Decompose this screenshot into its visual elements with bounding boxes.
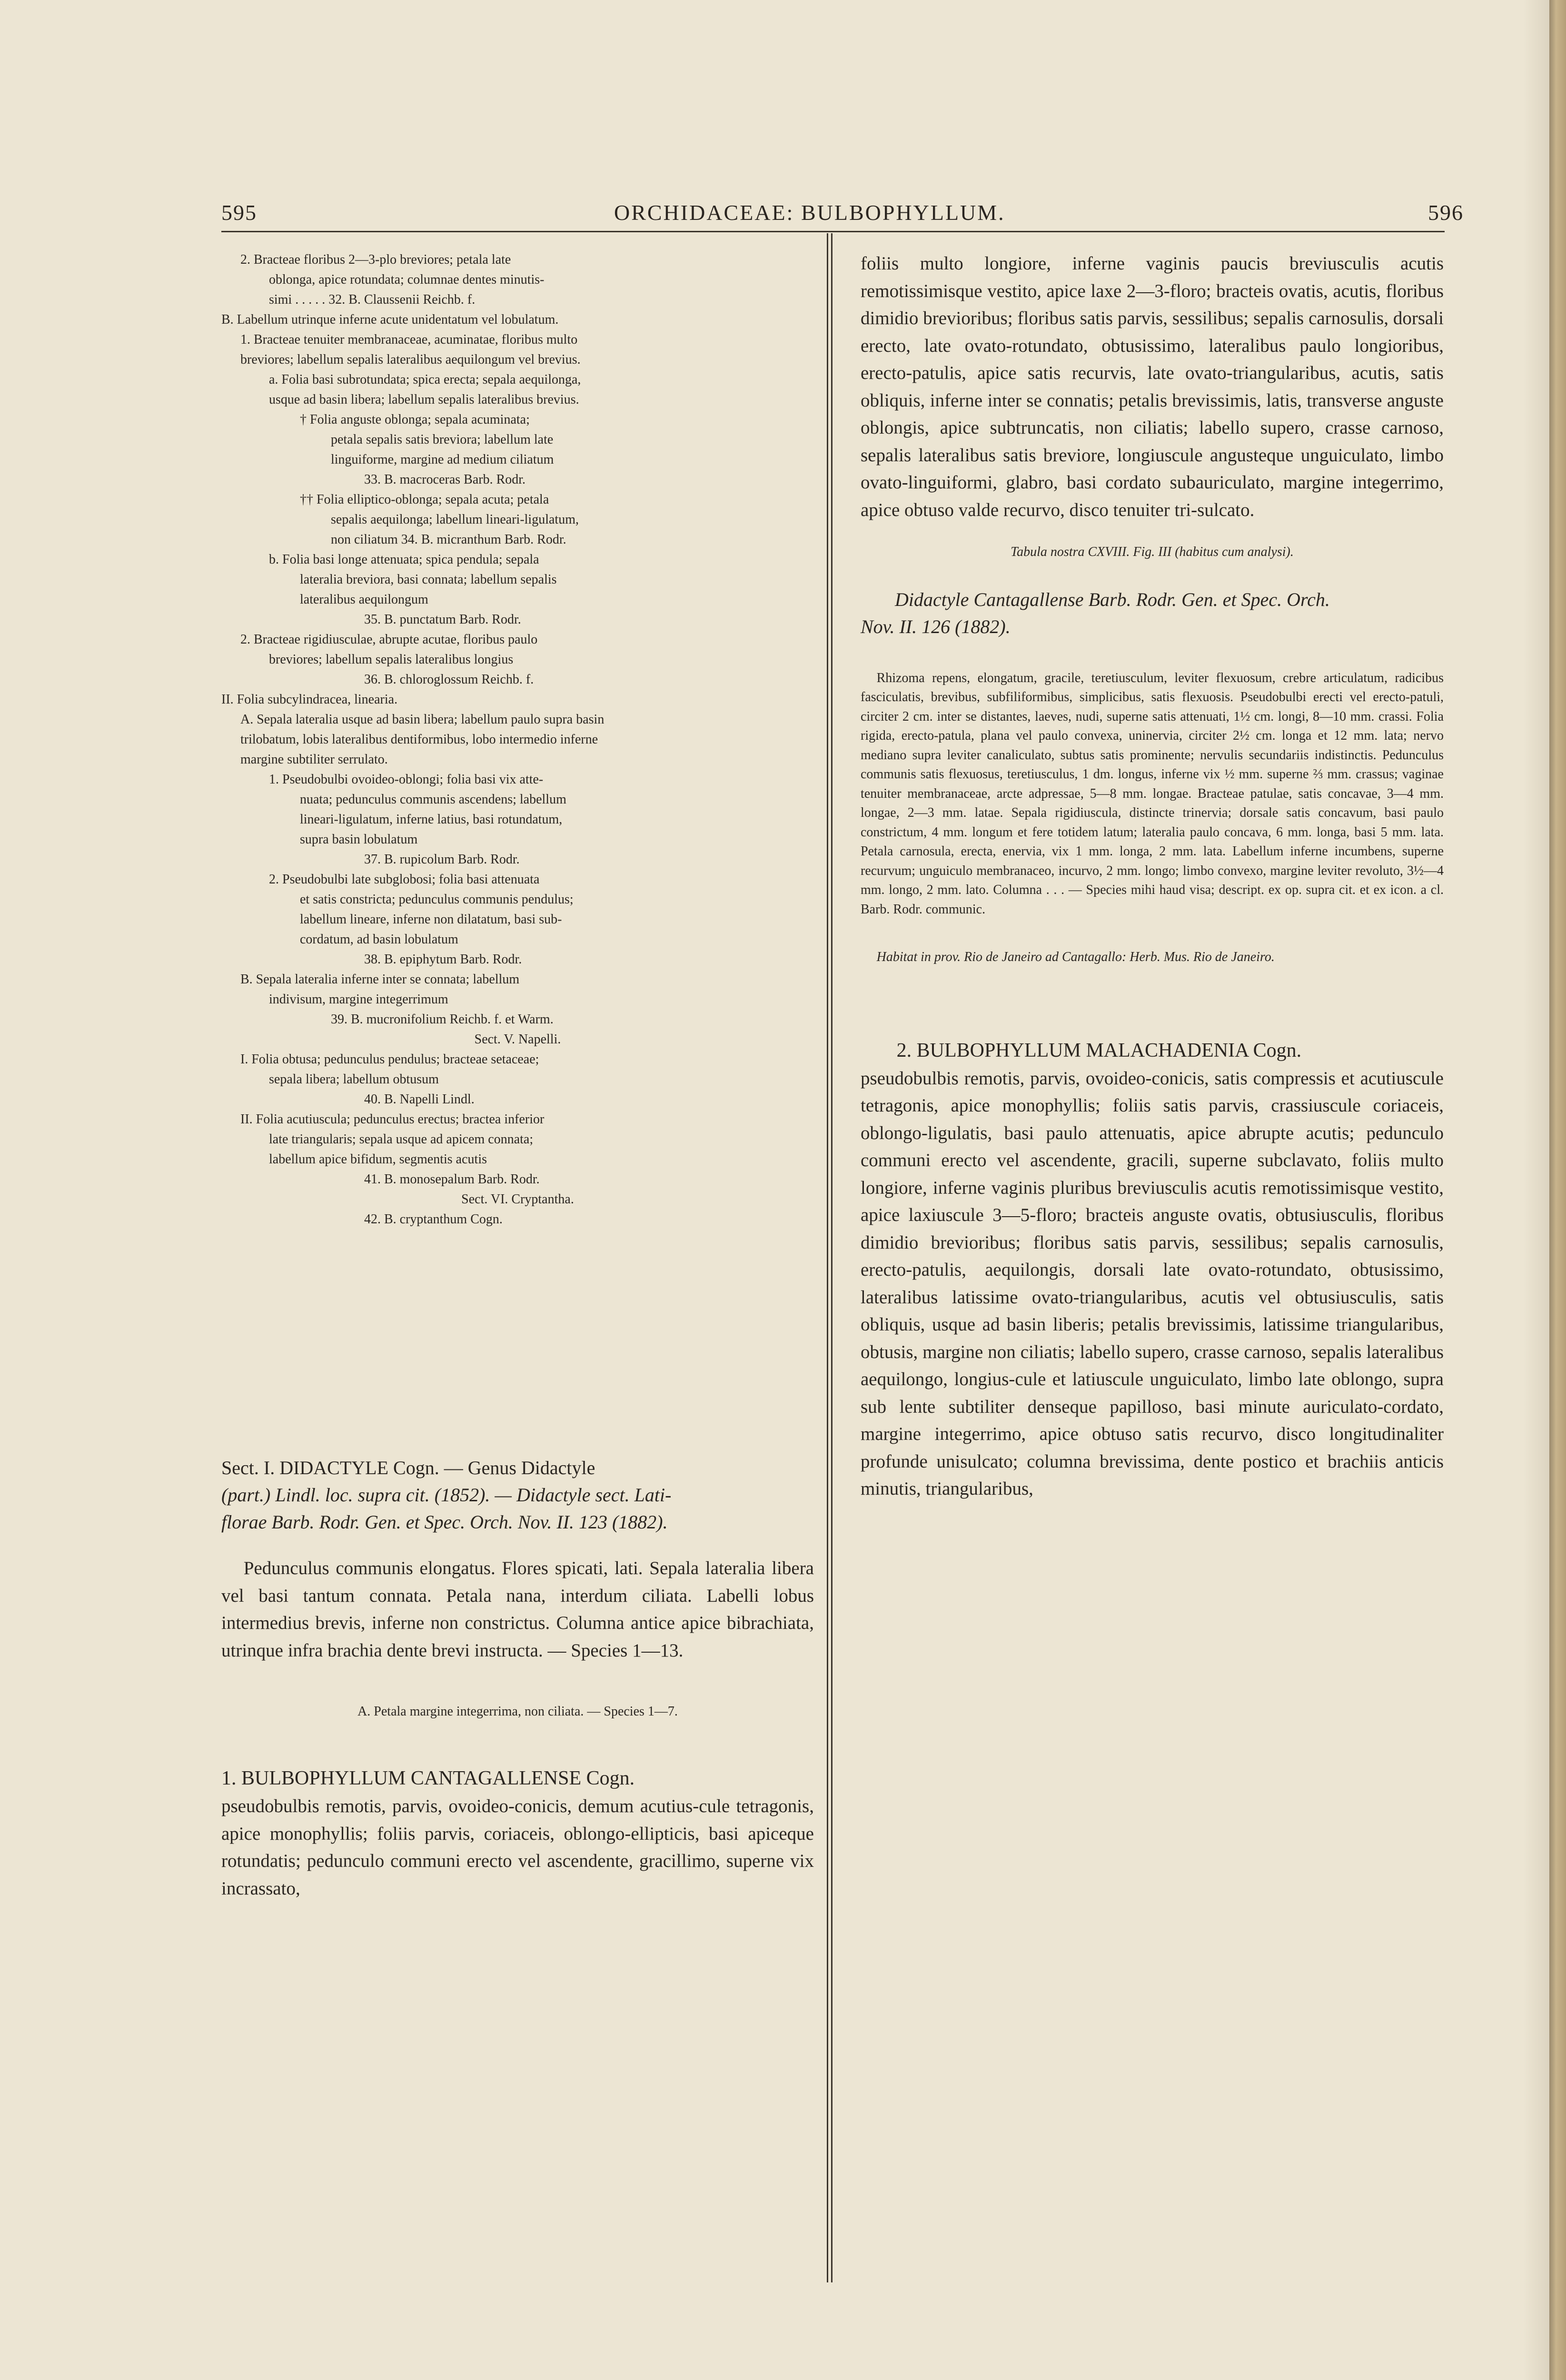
key-line: 37. B. rupicolum Barb. Rodr.: [364, 852, 520, 867]
synonym-line: Didactyle Cantagallense Barb. Rodr. Gen. et Spec. Orch.: [895, 588, 1330, 610]
key-line: I. Folia obtusa; pedunculus pendulus; bracteae setaceae;: [240, 1052, 539, 1067]
key-line: oblonga, apice rotundata; columnae dentes minutis-: [269, 272, 545, 287]
key-line: lateralibus aequilongum: [300, 592, 428, 607]
key-line: late triangularis; sepala usque ad apicem connata;: [269, 1132, 534, 1147]
key-line: Sect. VI. Cryptantha.: [461, 1192, 574, 1207]
key-line: 2. Bracteae floribus 2—3-plo breviores; petala late: [240, 252, 511, 267]
habitat-text: Habitat in prov. Rio de Janeiro ad Cantagallo: Herb. Mus. Rio de Janeiro.: [876, 950, 1275, 964]
key-line: a. Folia basi subrotundata; spica erecta; sepala aequilonga,: [269, 372, 581, 387]
page-shadow: [1523, 0, 1549, 2380]
key-line: petala sepalis satis breviora; labellum late: [331, 432, 554, 447]
section-title-line: Sect. I. DIDACTYLE Cogn. — Genus Didactyle: [221, 1457, 595, 1478]
key-line: linguiforme, margine ad medium ciliatum: [331, 452, 554, 467]
key-line: 39. B. mucronifolium Reichb. f. et Warm.: [331, 1012, 554, 1027]
key-line: 1. Pseudobulbi ovoideo-oblongi; folia basi vix atte-: [269, 772, 544, 787]
key-line: supra basin lobulatum: [300, 832, 418, 847]
key-line: †† Folia elliptico-oblonga; sepala acuta; petala: [300, 492, 549, 507]
left-column: [221, 250, 814, 1902]
key-line: breviores; labellum sepalis lateralibus aequilongum vel brevius.: [240, 352, 581, 367]
species-description: pseudobulbis remotis, parvis, ovoideo-conicis, satis compressis et acutiuscule tetragonis, apice monophyllis; foliis satis parvis, crassiuscule coriaceis, oblongo-ligulatis, basi paulo attenuatis, apice abrupte acutis; pedunculo communi erecto vel ascendente, gracili, superne subclavato, foliis multo longiore, inferne vaginis pluribus breviusculis acutis remotissimisque vestito, apice laxiuscule 3—5-floro; bracteis anguste ovatis, obtusiusculis, floribus dimidio brevioribus; floribus satis parvis, sessilibus; sepalis carnosulis, erecto-patulis, aequilongis, dorsali late ovato-rotundato, obtusissimo, lateralibus latissime ovato-triangularibus, acutis vel obtusiusculis, satis obliquis, usque ad basin liberis; petalis brevissimis, latissime triangularibus, obtusis, margine non ciliatis; labello supero, crasse carnoso, sepalis lateralibus aequilongo, longius-cule et latiuscule unguiculato, limbo late oblongo, supra sub lente subtiliter denseque papilloso, basi minute auriculato-cordato, margine integerrimo, apice obtuso satis recurvo, disco longitudinaliter profunde unisulcato; columna brevissima, dente postico et brachiis anticis minutis, triangularibus,: [861, 1068, 1444, 1499]
running-title: ORCHIDACEAE: BULBOPHYLLUM.: [614, 200, 1005, 225]
continuation-text: foliis multo longiore, inferne vaginis paucis breviusculis acutis remotissimisque vestito, apice laxe 2—3-floro; bracteis ovatis, acutis, floribus dimidio brevioribus; floribus satis parvis, sessilibus; sepalis carnosulis, dorsali erecto, late ovato-rotundato, obtusissimo, lateralibus paulo longioribus, erecto-patulis, apice satis recurvis, late ovato-triangularibus, acutis, satis obliquis, inferne inter se connatis; petalis brevissimis, latis, transverse anguste oblongis, apice subtruncatis, non ciliatis; labello supero, crasse carnoso, sepalis lateralibus satis breviore, longiuscule angusteque unguiculato, limbo ovato-linguiformi, glabro, basi cordato subauriculato, margine integerrimo, apice obtuso valde recurvo, disco tenuiter tri-sulcato.: [861, 253, 1444, 520]
key-line: nuata; pedunculus communis ascendens; labellum: [300, 792, 566, 807]
key-line: breviores; labellum sepalis lateralibus longius: [269, 652, 514, 667]
species-title: 2. BULBOPHYLLUM MALACHADENIA Cogn.: [896, 1039, 1302, 1061]
synonym-line: Nov. II. 126 (1882).: [861, 615, 1011, 637]
section-didactyle: [221, 1454, 814, 1664]
key-line: 1. Bracteae tenuiter membranaceae, acuminatae, floribus multo: [240, 332, 578, 347]
key-line: II. Folia acutiuscula; pedunculus erectus; bractea inferior: [240, 1112, 545, 1127]
column-divider-2: [831, 233, 833, 2282]
header-rule: [221, 231, 1445, 232]
key-line: indivisum, margine integerrimum: [269, 992, 448, 1007]
left-page-number: 595: [221, 200, 257, 225]
section-title-line: florae Barb. Rodr. Gen. et Spec. Orch. Nov. II. 123 (1882).: [221, 1511, 668, 1533]
key-line: sepalis aequilonga; labellum lineari-ligulatum,: [331, 512, 579, 527]
key-line: simi . . . . . 32. B. Claussenii Reichb. f.: [269, 292, 476, 307]
key-line: usque ad basin libera; labellum sepalis lateralibus brevius.: [269, 392, 579, 407]
column-divider-1: [827, 233, 828, 2282]
species-key: [221, 250, 814, 1407]
key-line: 33. B. macroceras Barb. Rodr.: [364, 472, 526, 487]
key-line: labellum lineare, inferne non dilatatum, basi sub-: [300, 912, 562, 927]
key-line: 38. B. epiphytum Barb. Rodr.: [364, 952, 522, 967]
subsection-note: A. Petala margine integerrima, non ciliata. — Species 1—7.: [357, 1704, 678, 1719]
right-column: [861, 250, 1444, 1503]
species-title: 1. BULBOPHYLLUM CANTAGALLENSE Cogn.: [221, 1767, 635, 1789]
key-line: labellum apice bifidum, segmentis acutis: [269, 1152, 487, 1167]
key-line: et satis constricta; pedunculus communis pendulus;: [300, 892, 574, 907]
key-line: margine subtiliter serrulato.: [240, 752, 388, 767]
key-line: 36. B. chloroglossum Reichb. f.: [364, 672, 534, 687]
section-title-line: (part.) Lindl. loc. supra cit. (1852). — Didactyle sect. Lati-: [221, 1484, 672, 1506]
key-line: 42. B. cryptanthum Cogn.: [364, 1212, 503, 1227]
key-line: lineari-ligulatum, inferne latius, basi rotundatum,: [300, 812, 563, 827]
key-line: A. Sepala lateralia usque ad basin libera; labellum paulo supra basin: [240, 712, 605, 727]
key-line: Sect. V. Napelli.: [474, 1032, 561, 1047]
key-line: 35. B. punctatum Barb. Rodr.: [364, 612, 521, 627]
key-line: trilobatum, lobis lateralibus dentiformibus, lobo intermedio inferne: [240, 732, 598, 747]
key-line: lateralia breviora, basi connata; labellum sepalis: [300, 572, 557, 587]
key-line: B. Labellum utrinque inferne acute unidentatum vel lobulatum.: [221, 312, 559, 327]
key-line: 2. Bracteae rigidiusculae, abrupte acutae, floribus paulo: [240, 632, 538, 647]
tabula-note: Tabula nostra CXVIII. Fig. III (habitus cum analysi).: [1011, 545, 1294, 559]
key-line: II. Folia subcylindracea, linearia.: [221, 692, 398, 707]
key-line: 41. B. monosepalum Barb. Rodr.: [364, 1172, 540, 1187]
right-page-number: 596: [1428, 200, 1464, 225]
key-line: † Folia anguste oblonga; sepala acuminata;: [300, 412, 530, 427]
key-line: sepala libera; labellum obtusum: [269, 1072, 439, 1087]
description-text: Rhizoma repens, elongatum, gracile, teretiusculum, leviter flexuosum, crebre articulatum, radicibus fasciculatis, brevibus, subfiliformibus, simplicibus, satis flexuosis. Pseudobulbi erecti vel erecto-patuli, circiter 2 cm. inter se distantes, laeves, nudi, superne satis attenuati, 1½ cm. longi, 8—10 mm. crassi. Folia rigida, erecto-patula, plana vel paulo convexa, uninervia, circiter 2½ cm. longa et 12 mm. lata; nervo mediano supra leviter canaliculato, subtus satis prominente; nervulis secundariis indistinctis. Pedunculus communis satis flexuosus, teretiusculus, 1 dm. longus, inferne vix ½ mm. superne ⅔ mm. crassus; vaginae tenuiter membranaceae, arcte adpressae, 5—8 mm. longae. Bracteae patulae, satis concavae, 3—4 mm. longae, 2—3 mm. latae. Sepala rigidiuscula, distincte trinervia; dorsale satis concavum, basi paulo constrictum, 4 mm. longum et fere totidem latum; lateralia paulo concava, 6 mm. longa, basi 5 mm. lata. Petala carnosula, erecta, enervia, vix 1 mm. longa, 2 mm. lata. Labellum inferne incumbens, superne recurvum; unguiculo membranaceo, incurvo, 2 mm. longo; limbo convexo, margine leviter revoluto, 3½—4 mm. longo, 2 mm. lato. Columna . . . — Species mihi haud visa; descript. ex op. supra cit. et ex icon. a cl. Barb. Rodr. communic.: [861, 670, 1444, 917]
key-line: non ciliatum 34. B. micranthum Barb. Rodr.: [331, 532, 566, 547]
book-edge: [1549, 0, 1566, 2380]
key-line: B. Sepala lateralia inferne inter se connata; labellum: [240, 972, 520, 987]
key-line: cordatum, ad basin lobulatum: [300, 932, 458, 947]
section-text: Pedunculus communis elongatus. Flores spicati, lati. Sepala lateralia libera vel basi tantum connata. Petala nana, interdum ciliata. Labelli lobus intermedius brevis, inferne non constrictus. Columna antice apice bibrachiata, utrinque infra brachia dente brevi instructa. — Species 1—13.: [221, 1558, 814, 1661]
key-line: 40. B. Napelli Lindl.: [364, 1092, 475, 1107]
key-line: b. Folia basi longe attenuata; spica pendula; sepala: [269, 552, 539, 567]
species-description: pseudobulbis remotis, parvis, ovoideo-conicis, demum acutius-cule tetragonis, apice monophyllis; foliis parvis, coriaceis, oblongo-ellipticis, basi apiceque rotundatis; pedunculo communi erecto vel ascendente, gracillimo, superne vix incrassato,: [221, 1796, 814, 1899]
key-line: 2. Pseudobulbi late subglobosi; folia basi attenuata: [269, 872, 540, 887]
